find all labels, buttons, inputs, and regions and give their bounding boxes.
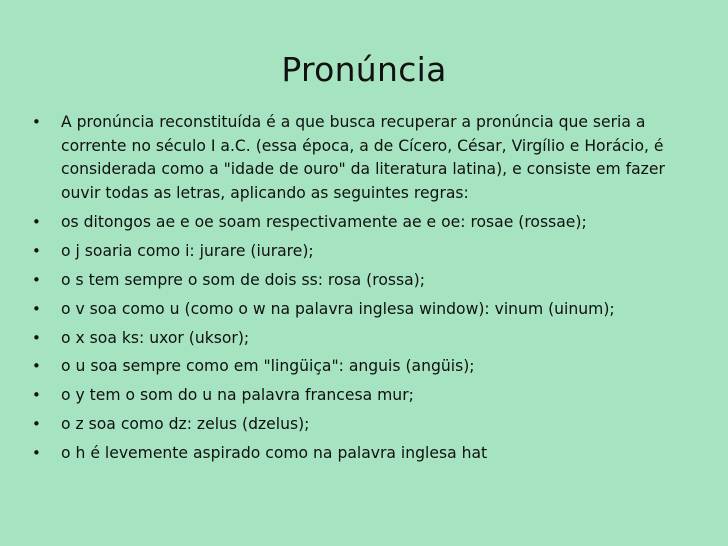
- bullet-icon: •: [32, 213, 41, 232]
- bullet-icon: •: [32, 328, 41, 347]
- list-item: [32, 111, 692, 205]
- list-item: [32, 442, 692, 466]
- list-item-text: o h é levemente aspirado como na palavra inglesa hat: [61, 443, 488, 462]
- list-item-text: o z soa como dz: zelus (dzelus);: [61, 414, 310, 433]
- list-item: [32, 240, 692, 264]
- list-item-text: o s tem sempre o som de dois ss: rosa (rossa);: [61, 270, 426, 289]
- bullet-icon: •: [32, 386, 41, 405]
- list-item-text: o u soa sempre como em "lingüiça": anguis (angüis);: [61, 357, 475, 376]
- bullet-icon: •: [32, 242, 41, 261]
- list-item-text: o j soaria como i: jurare (iurare);: [61, 242, 314, 261]
- slide-title: Pronúncia: [281, 50, 447, 89]
- list-item-text: A pronúncia reconstituída é a que busca recuperar a pronúncia que seria a corrente no século I a.C. (essa época, a de Cícero, César, Virgílio e Horácio, é considerada como a "idade de ouro" da literatura latina), e consiste em fazer ouvir todas as letras, aplicando as seguintes regras:: [61, 113, 665, 202]
- list-item: [32, 413, 692, 437]
- list-item: [32, 298, 692, 322]
- list-item-text: o y tem o som do u na palavra francesa mur;: [61, 386, 414, 405]
- list-item: [32, 327, 692, 351]
- bullet-icon: •: [32, 299, 41, 318]
- list-item-text: os ditongos ae e oe soam respectivamente ae e oe: rosae (rossae);: [61, 213, 587, 232]
- bullet-icon: •: [32, 357, 41, 376]
- bullet-icon: •: [32, 414, 41, 433]
- list-item: [32, 269, 692, 293]
- list-item: [32, 355, 692, 379]
- bullet-icon: •: [32, 113, 41, 131]
- bullet-icon: •: [32, 443, 41, 462]
- list-item: [32, 211, 692, 235]
- list-item-text: o v soa como u (como o w na palavra inglesa window): vinum (uinum);: [61, 299, 615, 318]
- list-item: [32, 384, 692, 408]
- bullet-list: [32, 111, 692, 470]
- list-item-text: o x soa ks: uxor (uksor);: [61, 328, 250, 347]
- bullet-icon: •: [32, 270, 41, 289]
